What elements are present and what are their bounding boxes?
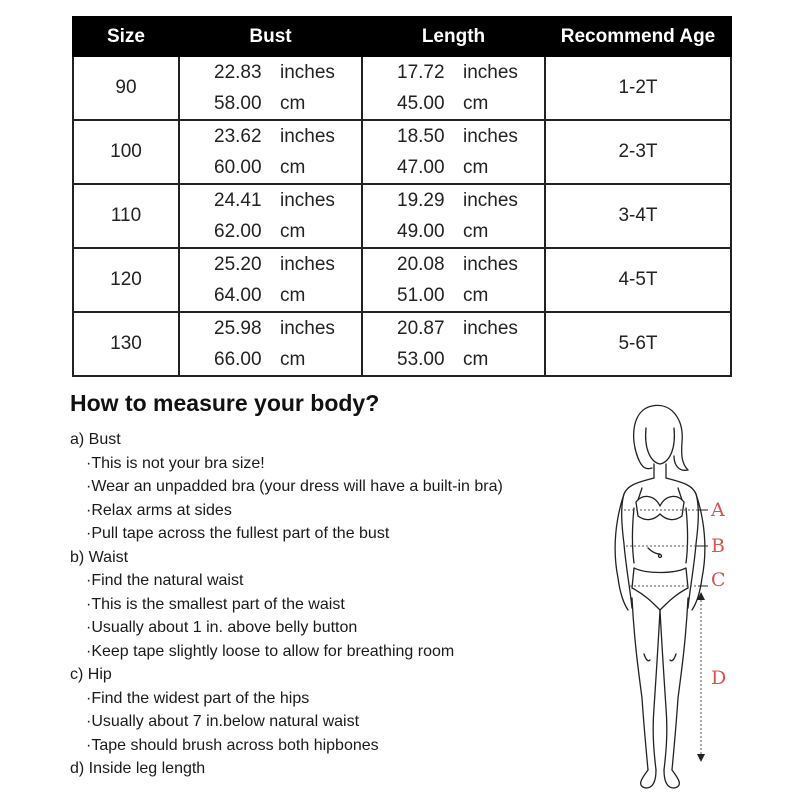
measurement-value: 25.20 [214,253,262,275]
measurement-unit: cm [463,156,489,178]
measurement-value: 45.00 [397,92,445,114]
table-row [73,120,731,184]
measurement-unit: inches [463,253,518,275]
label-b: B [711,535,725,557]
instruction-item: ·Wear an unpadded bra (your dress will have a built-in bra) [86,478,503,495]
measurement-unit: inches [280,189,335,211]
length-cell [362,248,545,312]
measurement-value: 20.87 [397,317,445,339]
measurement-value: 66.00 [214,348,262,370]
measurement-unit: cm [280,220,306,242]
measurement-unit: inches [463,61,518,83]
instruction-item: ·Tape should brush across both hipbones [86,736,379,754]
measurement-unit: cm [280,92,306,114]
measurement-unit: cm [463,284,489,306]
howto-title: How to measure your body? [70,390,380,416]
measurement-value: 20.08 [397,253,445,275]
measurement-unit: inches [280,125,335,147]
size-chart-table [72,16,732,377]
measurement-unit: cm [280,284,306,306]
column-header: Bust [179,17,362,56]
measurement-unit: inches [280,61,335,83]
instruction-item: ·Usually about 7 in.below natural waist [86,713,360,730]
size-cell: 130 [73,312,179,376]
table-row [73,248,731,312]
length-cell [362,56,545,120]
instruction-section-heading: d) Inside leg length [70,760,206,777]
measurement-value: 51.00 [397,284,445,306]
bust-cell [179,184,362,248]
instruction-section-heading: c) Hip [70,666,112,683]
measurement-value: 19.29 [397,189,445,211]
measurement-value: 24.41 [214,189,262,211]
table-row [73,312,731,376]
measurement-value: 58.00 [214,92,262,114]
age-cell: 3-4T [545,184,731,248]
label-d: D [711,667,727,689]
bust-cell [179,56,362,120]
body-figure-illustration [590,398,750,793]
age-cell: 4-5T [545,248,731,312]
measurement-value: 47.00 [397,156,445,178]
measurement-value: 17.72 [397,61,445,83]
size-cell: 110 [73,184,179,248]
bust-cell [179,248,362,312]
measurement-value: 25.98 [214,317,262,339]
measurement-value: 62.00 [214,220,262,242]
instruction-section-heading: b) Waist [70,548,129,566]
measurement-value: 49.00 [397,220,445,242]
measurement-unit: cm [463,92,489,114]
measurement-unit: inches [463,189,518,211]
instruction-item: ·Pull tape across the fullest part of the bust [86,525,390,542]
instruction-item: ·This is not your bra size! [86,454,265,472]
size-cell: 90 [73,56,179,120]
instruction-item: ·Find the natural waist [86,572,244,589]
label-a: A [711,499,725,521]
length-cell [362,312,545,376]
measurement-unit: cm [463,220,489,242]
instruction-item: ·Usually about 1 in. above belly button [86,619,358,636]
measurement-value: 53.00 [397,348,445,370]
instruction-item: ·Keep tape slightly loose to allow for breathing room [86,642,455,660]
length-cell [362,120,545,184]
measurement-unit: inches [463,125,518,147]
measurement-unit: cm [280,348,306,370]
age-cell: 5-6T [545,312,731,376]
measurement-unit: inches [463,317,518,339]
measurement-value: 23.62 [214,125,262,147]
instruction-section-heading: a) Bust [70,431,121,448]
age-cell: 2-3T [545,120,731,184]
length-cell [362,184,545,248]
table-row [73,56,731,120]
instruction-item: ·This is the smallest part of the waist [86,595,345,613]
size-cell: 100 [73,120,179,184]
measurement-unit: inches [280,253,335,275]
measurement-value: 64.00 [214,284,262,306]
label-c: C [711,569,726,591]
measurement-unit: inches [280,317,335,339]
measurement-unit: cm [463,348,489,370]
size-cell: 120 [73,248,179,312]
table-header-row [73,17,731,56]
bust-cell [179,312,362,376]
age-cell: 1-2T [545,56,731,120]
measurement-unit: cm [280,156,306,178]
measurement-value: 18.50 [397,125,445,147]
instruction-item: ·Find the widest part of the hips [86,689,310,707]
measurement-value: 60.00 [214,156,262,178]
column-header: Size [73,17,179,56]
measurement-value: 22.83 [214,61,262,83]
column-header: Recommend Age [545,17,731,56]
table-row [73,184,731,248]
instruction-item: ·Relax arms at sides [86,501,232,519]
measure-instructions [70,428,503,781]
column-header: Length [362,17,545,56]
bust-cell [179,120,362,184]
